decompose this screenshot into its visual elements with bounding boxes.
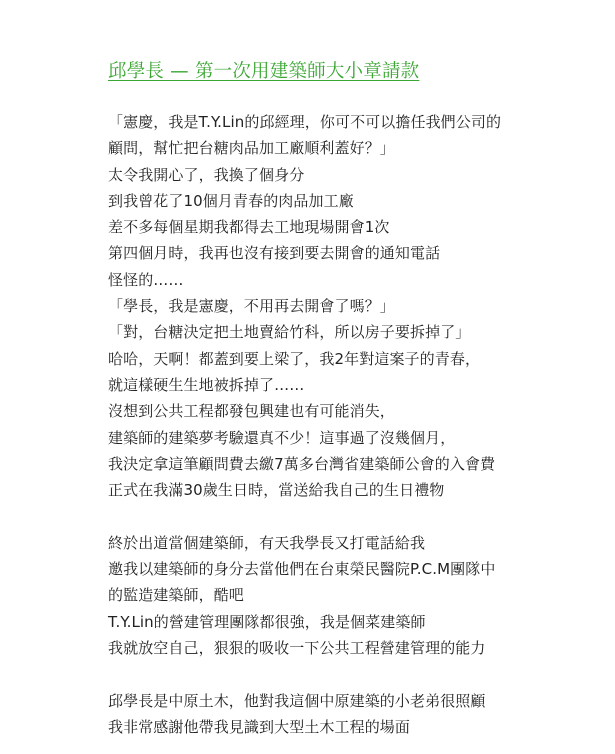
text-line: 「憲慶，我是T.Y.Lin的邱經理，你可不可以擔任我們公司的 (108, 113, 502, 131)
text-line: 終於出道當個建築師，有天我學長又打電話給我 (108, 533, 426, 552)
paragraph-gap (108, 661, 608, 687)
text-line: 「對，台糖決定把土地賣給竹科，所以房子要拆掉了」 (108, 323, 471, 342)
paragraph-gap (108, 503, 608, 529)
text-line: 我非常感謝他帶我見識到大型土木工程的場面 (108, 717, 411, 736)
text-line: 建築師的建築夢考驗還真不少！這事過了沒幾個月， (108, 428, 456, 447)
text-line: 「學長，我是憲慶，不用再去開會了嗎？」 (108, 297, 395, 316)
text-line: 哈哈，天啊！都蓋到要上梁了，我2年對這案子的青春， (108, 349, 481, 368)
text-line: 正式在我滿30歲生日時，當送給我自己的生日禮物 (108, 481, 445, 500)
text-line: 顧問，幫忙把台糖肉品加工廠順利蓋好？」 (108, 139, 395, 158)
text-line: 我決定拿這筆顧問費去繳7萬多台灣省建築師公會的入會費 (108, 454, 496, 473)
text-line: 怪怪的…… (108, 270, 184, 289)
paragraph-1 (108, 109, 608, 503)
text-line: 第四個月時，我再也沒有接到要去開會的通知電話 (108, 244, 441, 263)
text-line: 我就放空自己，狠狠的吸收一下公共工程營建管理的能力 (108, 638, 486, 657)
text-line: 差不多每個星期我都得去工地現場開會1次 (108, 218, 390, 237)
text-line: T.Y.Lin的營建管理團隊都很強，我是個菜建築師 (108, 612, 426, 631)
text-line: 沒想到公共工程都發包興建也有可能消失， (108, 402, 395, 421)
text-line: 就這樣硬生生地被拆掉了…… (108, 375, 305, 394)
text-line: 太令我開心了，我換了個身分 (108, 165, 305, 184)
text-line: 邀我以建築師的身分去當他們在台東榮民醫院P.C.M團隊中 (108, 560, 496, 579)
article-body (108, 109, 608, 740)
paragraph-3 (108, 688, 608, 741)
paragraph-2 (108, 530, 608, 661)
text-line: 邱學長是中原土木，他對我這個中原建築的小老弟很照顧 (108, 691, 486, 710)
text-line: 到我曾花了10個月青春的肉品加工廠 (108, 191, 354, 210)
text-line: 的監造建築師，酷吧 (108, 586, 244, 605)
article-title: 邱學長 — 第一次用建築師大小章請款 (108, 61, 420, 82)
